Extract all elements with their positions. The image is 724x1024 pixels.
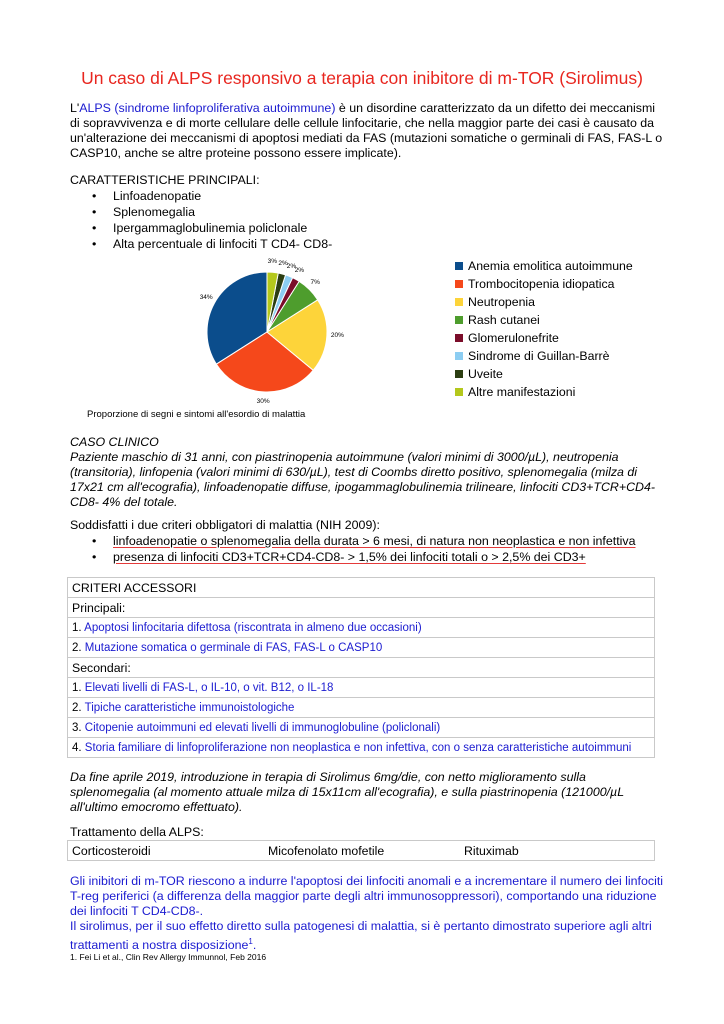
principal-label: Principali: [68,598,655,618]
row-text: Tipiche caratteristiche immunoistologiche [84,701,295,714]
conclusion-line-4: Il sirolimus, per il suo effetto diretto sulla patogenesi di malattia, si è pertanto dimostrato superiore agli altri [70,919,652,933]
pie-slice-label: 7% [310,278,320,286]
case-line-2: (transitoria), linfopenia (valori minimi di 630/µL), test di Coombs diretto positivo, splenomegalia (milza di [70,465,638,479]
legend-item [455,293,535,311]
case-line-3: 17x21 cm all'ecografia), linfoadenopatie diffuse, ipogammaglobulinemia trilineare, linfociti CD3+TCR+CD4- [70,480,656,494]
legend-item [455,383,575,401]
conclusion-line-3: dei linfociti T CD4-CD8-. [70,904,204,918]
list-item [92,549,636,565]
legend-swatch [455,388,463,396]
conclusion-line-2: T-reg periferici (a differenza della maggior parte degli altri immunosoppressori), comportando una riduzione [70,889,657,903]
row-text: Mutazione somatica o germinale di FAS, FAS-L o CASP10 [84,641,383,654]
legend-label: Glomerulonefrite [468,331,559,345]
row-text: Elevati livelli di FAS-L, o IL-10, o vit. B12, o IL-18 [84,681,334,694]
row-text: Apoptosi linfocitaria difettosa (riscontrata in almeno due occasioni) [84,621,422,634]
case-heading: CASO CLINICO [70,435,159,449]
conclusion-line-1: Gli inibitori di m-TOR riescono a indurre l'apoptosi dei linfociti anomali e a incrementare il numero dei linfociti [70,874,664,888]
list-item: • Splenomegalia [92,204,332,220]
footnote-marker: 1 [248,937,253,946]
legend-label: Trombocitopenia idiopatica [468,277,615,291]
legend-item [455,275,615,293]
page-title: Un caso di ALPS responsivo a terapia con inibitore di m-TOR (Sirolimus) [81,68,643,88]
clinical-case [70,435,670,510]
therapy-line-3: all'ultimo emocromo effettuato). [70,800,243,814]
legend-item [455,365,503,383]
treatment-item: Corticosteroidi [68,841,265,861]
chart-legend [455,257,675,407]
conclusion-paragraph [70,874,670,953]
criteria-list [92,533,636,565]
treatment-item: Micofenolato mofetile [264,841,460,861]
treatment-item: Rituximab [460,841,655,861]
list-item: • Alta percentuale di linfociti T CD4- CD8- [92,236,332,252]
intro-prefix: L' [70,101,80,115]
list-item [92,533,636,549]
alps-term: ALPS (sindrome linfoproliferativa autoimmune) [79,101,336,115]
treatment-table [67,840,655,861]
legend-label: Sindrome di Guillan-Barrè [468,349,610,363]
row-text: Storia familiare di linfoproliferazione non neoplastica e non infettiva, con o senza caratteristiche autoimmuni [84,741,632,754]
legend-swatch [455,262,463,270]
pie-slice-label: 3% [267,258,277,266]
legend-swatch [455,352,463,360]
legend-item [455,329,559,347]
legend-label: Neutropenia [468,295,535,309]
conclusion-line-5: trattamenti a nostra disposizione [70,938,249,953]
list-item: • Linfoadenopatie [92,188,332,204]
pie-slice-label: 20% [330,332,344,340]
treatment-heading: Trattamento della ALPS: [70,825,204,839]
legend-swatch [455,280,463,288]
criteria-heading: Soddisfatti i due criteri obbligatori di malattia (NIH 2009): [70,518,380,532]
pie-slice-label: 2% [294,266,305,274]
criterion-text: presenza di linfociti CD3+TCR+CD4-CD8- > 1,5% dei linfociti totali o > 2,5% dei CD3+ [113,550,586,564]
criterion-text: linfoadenopatie o splenomegalia della durata > 6 mesi, di natura non neoplastica e non infettiva [113,534,636,548]
accessory-heading: CRITERI ACCESSORI [68,578,655,598]
table-row [68,678,655,698]
legend-label: Rash cutanei [468,313,540,327]
therapy-line-1: Da fine aprile 2019, introduzione in terapia di Sirolimus 6mg/die, con netto miglioramento sulla [70,770,586,784]
accessory-criteria-table [67,577,655,758]
case-line-4: CD8- 4% del totale. [70,495,178,509]
intro-paragraph [70,101,670,161]
row-number: 3. [72,721,82,734]
legend-swatch [455,316,463,324]
row-number: 4. [72,741,82,754]
chart-caption: Proporzione di segni e sintomi all'esordio di malattia [87,409,306,420]
therapy-line-2: splenomegalia (al momento attuale milza di 15x11cm all'ecografia), e sulla piastrinopenia (121000/µL [70,785,625,799]
table-row [68,698,655,718]
intro-line-2: di sopravvivenza e di morte cellulare delle cellule linfocitarie, che nella maggior parte dei casi è causato da [70,116,655,130]
table-row [68,738,655,758]
legend-swatch [455,298,463,306]
row-text: Citopenie autoimmuni ed elevati livelli di immunoglobuline (policlonali) [84,721,441,734]
case-line-1: Paziente maschio di 31 anni, con piastrinopenia autoimmune (valori minimi di 3000/µL), neutropenia [70,450,619,464]
legend-item [455,311,540,329]
legend-label: Anemia emolitica autoimmune [468,259,633,273]
intro-line-3: un'alterazione dei meccanismi di apoptosi mediati da FAS (mutazioni somatiche o germinali di FAS, FAS-L o [70,131,663,145]
legend-item [455,257,633,275]
characteristics-list [92,188,332,252]
table-row [68,618,655,638]
pie-slice-label: 34% [199,294,213,302]
row-number: 2. [72,701,82,714]
legend-label: Altre manifestazioni [468,385,576,399]
legend-swatch [455,334,463,342]
list-item: • Ipergammaglobulinemia policlonale [92,220,332,236]
table-row [68,638,655,658]
legend-label: Uveite [468,367,503,381]
intro-line-4: CASP10, anche se altre proteine possono essere implicate). [70,146,402,160]
row-number: 1. [72,621,82,634]
reference-footnote: 1. Fei Li et al., Clin Rev Allergy Immunnol, Feb 2016 [70,952,267,962]
pie-chart [190,255,350,415]
legend-item [455,347,609,365]
conclusion-end: . [252,938,257,953]
table-row [68,718,655,738]
pie-slice-label: 2% [286,262,297,270]
therapy-paragraph [70,770,670,815]
legend-swatch [455,370,463,378]
row-number: 2. [72,641,82,654]
pie-slice-label: 30% [256,397,270,405]
pie-slice-label: 2% [278,260,288,268]
secondary-label: Secondari: [68,658,655,678]
intro-line-1: è un disordine caratterizzato da un difetto dei meccanismi [335,101,656,115]
characteristics-heading: CARATTERISTICHE PRINCIPALI: [70,173,260,187]
row-number: 1. [72,681,82,694]
